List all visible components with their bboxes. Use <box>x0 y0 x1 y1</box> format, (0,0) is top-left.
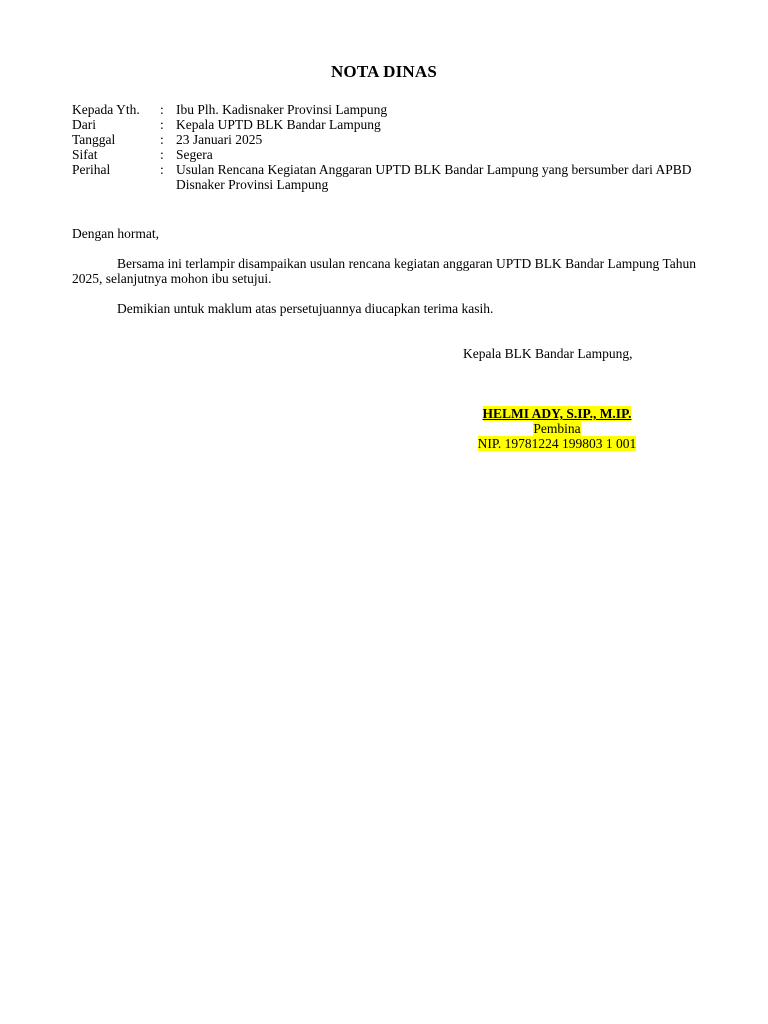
signer-name: HELMI ADY, S.IP., M.IP. <box>482 406 632 421</box>
header-colon: : <box>160 132 164 147</box>
header-label: Kepada Yth. <box>72 102 140 117</box>
header-label: Dari <box>72 117 96 132</box>
header-colon: : <box>160 162 164 177</box>
greeting: Dengan hormat, <box>72 226 159 241</box>
header-colon: : <box>160 147 164 162</box>
signer-nip: NIP. 19781224 199803 1 001 <box>477 436 637 451</box>
header-row-nature <box>72 147 692 162</box>
closing-paragraph: Demikian untuk maklum atas persetujuannya diucapkan terima kasih. <box>117 301 494 316</box>
header-value: Kepala UPTD BLK Bandar Lampung <box>176 117 381 132</box>
header-colon: : <box>160 117 164 132</box>
header-label: Sifat <box>72 147 98 162</box>
header-value: Usulan Rencana Kegiatan Anggaran UPTD BLK Bandar Lampung yang bersumber dari APBD Disnaker Provinsi Lampung <box>176 162 692 192</box>
header-row-sender <box>72 117 692 132</box>
signer-position: Kepala BLK Bandar Lampung, <box>463 346 633 361</box>
header-value: Ibu Plh. Kadisnaker Provinsi Lampung <box>176 102 388 117</box>
header-label: Perihal <box>72 162 111 177</box>
header-row-recipient <box>72 102 692 117</box>
header-row-subject <box>72 162 692 192</box>
document-title: NOTA DINAS <box>330 62 438 81</box>
header-colon: : <box>160 102 164 117</box>
header-value: Segera <box>176 147 213 162</box>
header-value: 23 Januari 2025 <box>176 132 263 147</box>
memo-header-table <box>72 102 692 192</box>
signer-rank: Pembina <box>533 421 581 436</box>
header-row-date <box>72 132 692 147</box>
body-paragraph: Bersama ini terlampir disampaikan usulan rencana kegiatan anggaran UPTD BLK Bandar Lampung Tahun 2025, selanjutnya mohon ibu setujui. <box>72 256 696 286</box>
header-label: Tanggal <box>72 132 116 147</box>
signature-block <box>400 406 714 451</box>
